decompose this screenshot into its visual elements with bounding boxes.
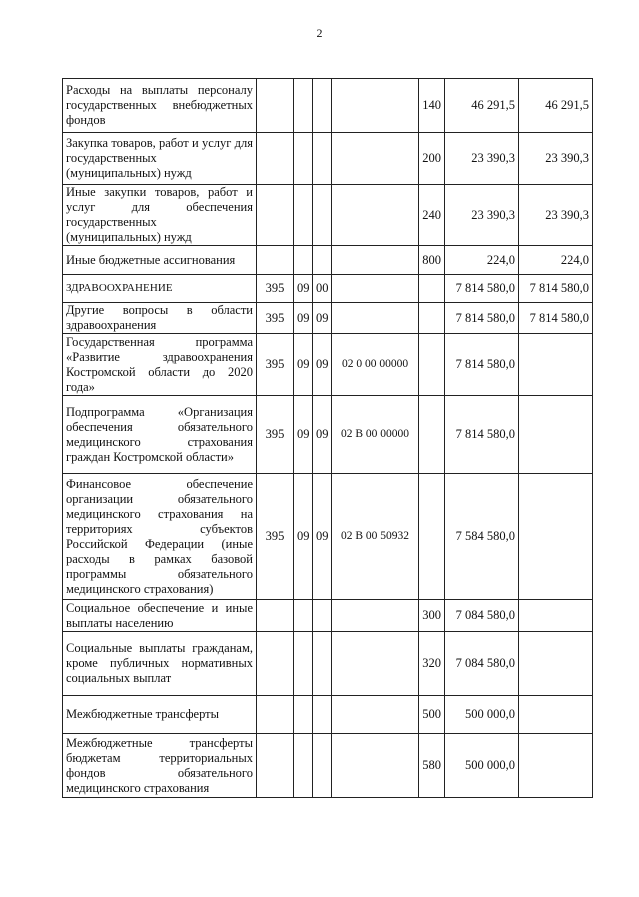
table-row: [63, 133, 593, 185]
row-section-cell: 09: [294, 334, 313, 396]
row-target-article-cell: [332, 185, 419, 246]
row-sum-first-cell: 23 390,3: [445, 185, 519, 246]
row-section-cell: 09: [294, 474, 313, 600]
row-section-cell: 09: [294, 396, 313, 474]
row-target-article-cell: 02 В 00 50932: [332, 474, 419, 600]
row-sum-second-cell: [519, 600, 593, 632]
row-sum-second-cell: [519, 396, 593, 474]
row-target-article-cell: [332, 275, 419, 303]
row-name-cell: Подпрограмма «Организация обеспечения обязательного медицинского страхования граждан Костромской области»: [63, 396, 257, 474]
row-section-cell: 09: [294, 303, 313, 334]
row-sum-first-cell: 7 814 580,0: [445, 334, 519, 396]
row-subsection-cell: [313, 133, 332, 185]
row-expense-type-cell: 500: [419, 696, 445, 734]
row-target-article-cell: [332, 246, 419, 275]
row-sum-second-cell: [519, 334, 593, 396]
row-ved-cell: [257, 734, 294, 798]
row-expense-type-cell: [419, 334, 445, 396]
row-target-article-cell: [332, 632, 419, 696]
row-sum-first-cell: 7 814 580,0: [445, 275, 519, 303]
table-row: [63, 696, 593, 734]
row-ved-cell: [257, 133, 294, 185]
row-sum-first-cell: 7 584 580,0: [445, 474, 519, 600]
row-subsection-cell: [313, 600, 332, 632]
table-row: [63, 303, 593, 334]
table-row: [63, 632, 593, 696]
row-section-cell: 09: [294, 275, 313, 303]
row-ved-cell: 395: [257, 303, 294, 334]
row-sum-first-cell: 23 390,3: [445, 133, 519, 185]
row-expense-type-cell: 580: [419, 734, 445, 798]
table-row: [63, 474, 593, 600]
row-subsection-cell: [313, 79, 332, 133]
row-ved-cell: [257, 696, 294, 734]
row-subsection-cell: 09: [313, 334, 332, 396]
row-sum-first-cell: 500 000,0: [445, 734, 519, 798]
row-ved-cell: [257, 246, 294, 275]
row-sum-second-cell: 46 291,5: [519, 79, 593, 133]
table-row: [63, 600, 593, 632]
row-expense-type-cell: [419, 474, 445, 600]
row-sum-second-cell: 224,0: [519, 246, 593, 275]
row-section-cell: [294, 632, 313, 696]
row-ved-cell: [257, 600, 294, 632]
row-sum-second-cell: 7 814 580,0: [519, 275, 593, 303]
row-section-cell: [294, 734, 313, 798]
row-name-cell: Социальное обеспечение и иные выплаты населению: [63, 600, 257, 632]
row-target-article-cell: [332, 303, 419, 334]
row-target-article-cell: [332, 734, 419, 798]
row-section-cell: [294, 79, 313, 133]
row-sum-first-cell: 7 084 580,0: [445, 600, 519, 632]
row-target-article-cell: [332, 600, 419, 632]
row-ved-cell: 395: [257, 334, 294, 396]
row-name-cell: Социальные выплаты гражданам, кроме публичных нормативных социальных выплат: [63, 632, 257, 696]
row-subsection-cell: [313, 696, 332, 734]
row-subsection-cell: 09: [313, 396, 332, 474]
row-name-cell: Иные бюджетные ассигнования: [63, 246, 257, 275]
row-subsection-cell: [313, 734, 332, 798]
row-ved-cell: 395: [257, 474, 294, 600]
row-name-cell: Межбюджетные трансферты: [63, 696, 257, 734]
row-subsection-cell: [313, 632, 332, 696]
row-ved-cell: 395: [257, 396, 294, 474]
row-section-cell: [294, 185, 313, 246]
row-sum-second-cell: 23 390,3: [519, 185, 593, 246]
row-sum-first-cell: 46 291,5: [445, 79, 519, 133]
table-row: [63, 79, 593, 133]
row-name-cell: Межбюджетные трансферты бюджетам территориальных фондов обязательного медицинского страхования: [63, 734, 257, 798]
row-ved-cell: 395: [257, 275, 294, 303]
row-expense-type-cell: 200: [419, 133, 445, 185]
row-target-article-cell: 02 0 00 00000: [332, 334, 419, 396]
row-sum-first-cell: 7 084 580,0: [445, 632, 519, 696]
row-expense-type-cell: [419, 275, 445, 303]
row-ved-cell: [257, 185, 294, 246]
row-name-cell: ЗДРАВООХРАНЕНИЕ: [63, 275, 257, 303]
row-expense-type-cell: [419, 396, 445, 474]
table-row: [63, 246, 593, 275]
row-subsection-cell: [313, 246, 332, 275]
budget-table: [62, 78, 593, 798]
table-row: [63, 334, 593, 396]
row-section-cell: [294, 600, 313, 632]
row-target-article-cell: [332, 79, 419, 133]
row-section-cell: [294, 246, 313, 275]
page-number: 2: [316, 26, 323, 40]
row-sum-first-cell: 7 814 580,0: [445, 396, 519, 474]
row-ved-cell: [257, 79, 294, 133]
row-subsection-cell: 00: [313, 275, 332, 303]
table-row: [63, 396, 593, 474]
row-subsection-cell: 09: [313, 303, 332, 334]
row-name-cell: Государственная программа «Развитие здравоохранения Костромской области до 2020 года»: [63, 334, 257, 396]
row-sum-second-cell: [519, 474, 593, 600]
row-expense-type-cell: 240: [419, 185, 445, 246]
row-subsection-cell: [313, 185, 332, 246]
row-name-cell: Финансовое обеспечение организации обязательного медицинского страхования на территориях субъектов Российской Федерации (иные расходы в рамках базовой программы обязательного медицинского страхования): [63, 474, 257, 600]
row-sum-first-cell: 7 814 580,0: [445, 303, 519, 334]
row-ved-cell: [257, 632, 294, 696]
table-row: [63, 734, 593, 798]
row-name-cell: Закупка товаров, работ и услуг для государственных (муниципальных) нужд: [63, 133, 257, 185]
row-expense-type-cell: 140: [419, 79, 445, 133]
row-name-cell: Расходы на выплаты персоналу государственных внебюджетных фондов: [63, 79, 257, 133]
row-sum-first-cell: 224,0: [445, 246, 519, 275]
row-sum-second-cell: [519, 696, 593, 734]
row-target-article-cell: 02 В 00 00000: [332, 396, 419, 474]
row-expense-type-cell: 800: [419, 246, 445, 275]
row-sum-first-cell: 500 000,0: [445, 696, 519, 734]
row-sum-second-cell: [519, 632, 593, 696]
row-expense-type-cell: 320: [419, 632, 445, 696]
row-subsection-cell: 09: [313, 474, 332, 600]
row-expense-type-cell: 300: [419, 600, 445, 632]
row-section-cell: [294, 696, 313, 734]
row-name-cell: Иные закупки товаров, работ и услуг для обеспечения государственных (муниципальных) нужд: [63, 185, 257, 246]
row-sum-second-cell: 7 814 580,0: [519, 303, 593, 334]
row-sum-second-cell: [519, 734, 593, 798]
row-target-article-cell: [332, 133, 419, 185]
row-name-cell: Другие вопросы в области здравоохранения: [63, 303, 257, 334]
row-section-cell: [294, 133, 313, 185]
row-target-article-cell: [332, 696, 419, 734]
row-expense-type-cell: [419, 303, 445, 334]
table-row: [63, 185, 593, 246]
row-sum-second-cell: 23 390,3: [519, 133, 593, 185]
table-row: [63, 275, 593, 303]
